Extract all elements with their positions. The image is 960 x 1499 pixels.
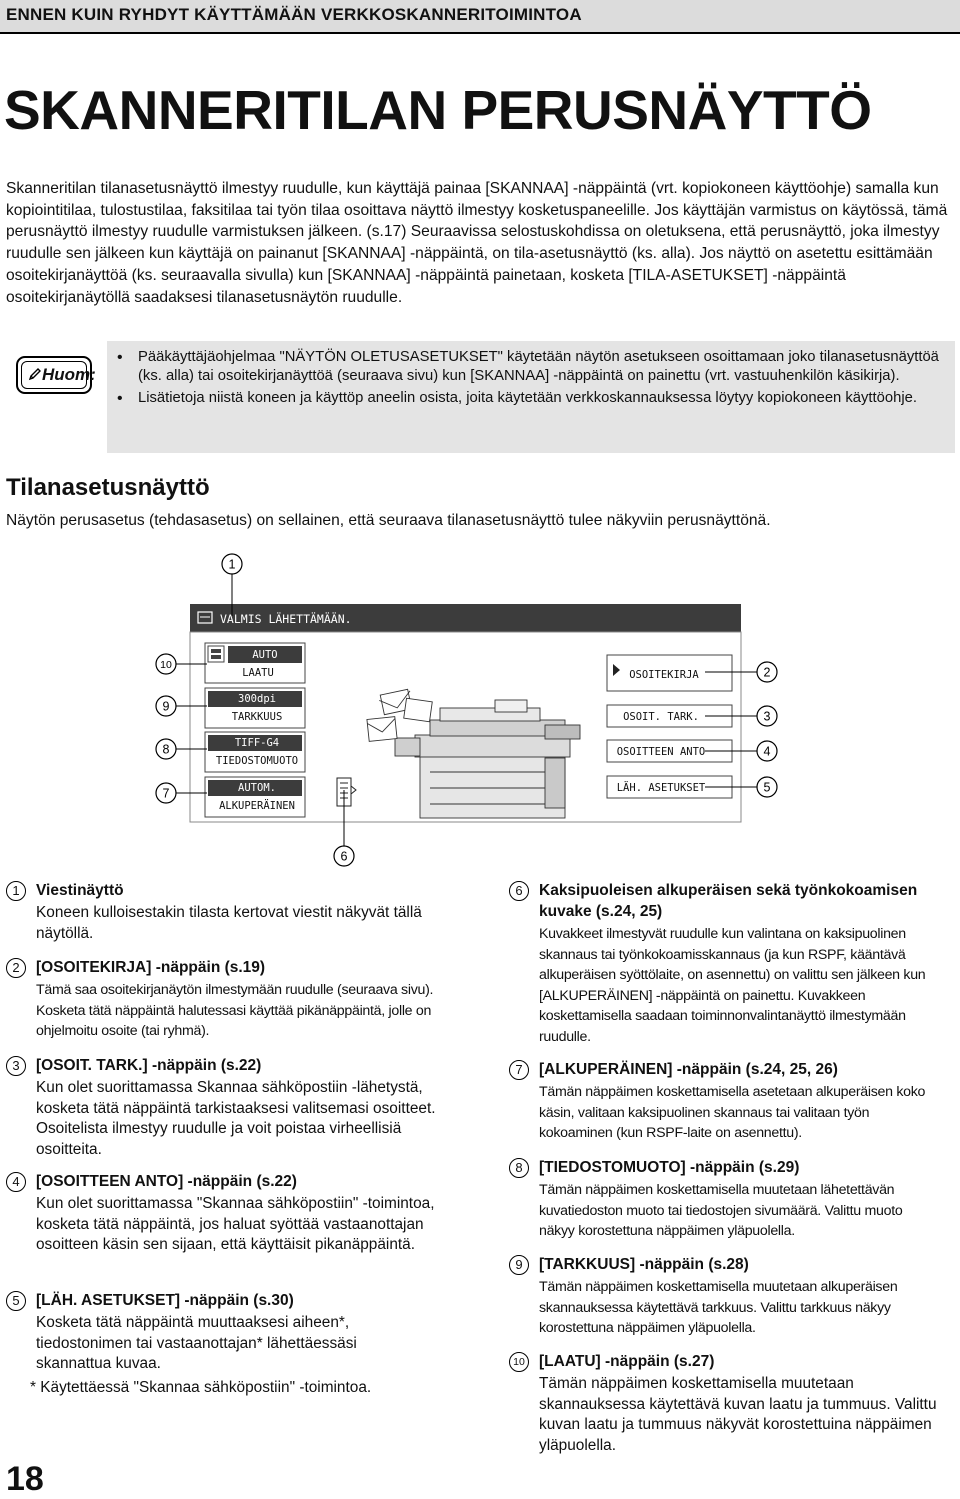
- callout-9: 9: [162, 699, 170, 714]
- callout-3: 3: [763, 709, 771, 724]
- running-header: ENNEN KUIN RYHDYT KÄYTTÄMÄÄN VERKKOSKANNERITOIMINTOA: [6, 5, 582, 24]
- callout-6: 6: [340, 849, 348, 864]
- item-description: Kun olet suorittamassa Skannaa sähköpostiin -lähetystä, kosketa tätä näppäintä tarkistaaksesi valitsemasi osoitteet. Osoitelista ilmestyy ruudulle ja voit poistaa virheellisiä osoitteita.: [36, 1079, 436, 1158]
- item-number: 10: [509, 1352, 529, 1372]
- intro-paragraph: Skanneritilan tilanasetusnäyttö ilmestyy ruudulle, kun käyttäjä painaa [SKANNAA] -näppäintä (vrt. kopiokoneen käyttöohje) samalla kun kopiointitilaa, tulostustilaa, faksitilaa tai työn tilaa osoittava näyttö ilmestyy kosketuspaneelille. Jos käyttäjän varmistus on käytössä, tämä perusnäyttö ilmestyy ruudulle varmistuksen jälkeen. (s.17) Seuraavissa selostuskohdissa on oletuksena, että perusnäyttö, joka ilmestyy ruudulle sen jälkeen kun käyttäjä on painanut [SKANNAA] -näppäintä, on tila-asetusnäyttö (ks. alla). Jos näyttö on asetettu esittämään osoitekirjanäyttöä (ks. seuraavalla sivulla) kun [SKANNAA] -näppäintä painetaan, kosketa [TILA-ASETUKSET] -näppäintä osoitekirjanäytöllä saadaksesi tilanasetusnäytön ruudulle.: [6, 180, 948, 306]
- callout-10: 10: [160, 659, 172, 671]
- note-item: • Pääkäyttäjäohjelmaa "NÄYTÖN OLETUSASETUKSET" käytetään näytön asetukseen osoittamaan joko tilanasetusnäyttöä (ks. alla) tai osoitekirjanäyttöä (seuraava sivu) kun [SKANNAA] -näppäintä on painettu (vrt. vastuuhenkilön käsikirja).: [117, 348, 947, 386]
- item-footnote: * Käytettäessä "Skannaa sähköpostiin" -toimintoa.: [30, 1378, 372, 1396]
- pencil-icon: [28, 367, 42, 381]
- address-review-key-label: OSOIT. TARK.: [623, 711, 699, 723]
- description-item-10: [509, 1351, 939, 1456]
- callout-5: 5: [763, 780, 771, 795]
- item-description: Tämän näppäimen koskettamisella asetetaan alkuperäisen koko käsin, valitaan kaksipuolinen skannaus tai valitaan työn kokoaminen (kun RSPF-laite on asennettu).: [539, 1084, 926, 1141]
- description-item-1: [6, 880, 436, 944]
- section-heading: Tilanasetusnäyttö: [6, 474, 210, 501]
- page-title: SKANNERITILAN PERUSNÄYTTÖ: [4, 79, 872, 141]
- item-heading: Kaksipuoleisen alkuperäisen sekä työnkokoamisen kuvake (s.24, 25): [539, 882, 918, 920]
- item-number: 5: [6, 1291, 26, 1311]
- callout-4: 4: [763, 744, 771, 759]
- touch-panel-diagram: [0, 550, 960, 872]
- callout-8: 8: [162, 742, 170, 757]
- description-item-4: [6, 1171, 436, 1256]
- resolution-label: TARKKUUS: [231, 711, 283, 723]
- item-number: 3: [6, 1056, 26, 1076]
- item-description: Kun olet suorittamassa "Skannaa sähköpostiin" -toimintoa, kosketa tätä näppäintä, jos haluat syöttää vastaanottajan osoitteen käsin sen sijaan, että käyttäisit pikanäppäintä.: [36, 1195, 435, 1253]
- item-number: 2: [6, 958, 26, 978]
- item-number: 7: [509, 1060, 529, 1080]
- item-number: 4: [6, 1172, 26, 1192]
- description-item-3: [6, 1055, 436, 1160]
- item-description: Kosketa tätä näppäintä muuttaaksesi aiheen*, tiedostonimen tai vastaanottajan* lähettäessäsi skannattua kuvaa.: [36, 1314, 357, 1372]
- item-heading: [OSOITEKIRJA] -näppäin (s.19): [36, 959, 266, 976]
- description-item-2: [6, 957, 436, 1042]
- item-description: Koneen kulloisestakin tilasta kertovat viestit näkyvät tällä näytöllä.: [36, 904, 422, 942]
- item-heading: [TIEDOSTOMUOTO] -näppäin (s.29): [539, 1159, 800, 1176]
- format-label: TIEDOSTOMUOTO: [215, 755, 299, 767]
- send-settings-key-label: LÄH. ASETUKSET: [616, 782, 706, 794]
- callout-7: 7: [162, 786, 170, 801]
- item-heading: [OSOITTEEN ANTO] -näppäin (s.22): [36, 1173, 297, 1190]
- item-description: Tämän näppäimen koskettamisella muutetaan alkuperäisen skannauksessa käytettävä tarkkuus. Valittu tarkkuus näkyy korostettuna näppäimen yläpuolella.: [539, 1279, 898, 1336]
- right-keys: [607, 655, 732, 798]
- item-description: Tämä saa osoitekirjanäytön ilmestymään ruudulle (seuraava sivu). Kosketa tätä näppäintä halutessasi käyttää pikänäppäintä, jolle on ohjelmoitu osoite (tai ryhmä).: [36, 982, 434, 1039]
- item-description: Kuvakkeet ilmestyvät ruudulle kun valintana on kaksipuolinen skannaus tai työnkokoamisskannaus (ja kun RSPF, kääntävä alkuperäisen syöttölaite, on asennettu) on valittu sen jälkeen kun [ALKUPERÄINEN] -näppäintä on painettu. Kuvakkeen koskettamisella saadaan toiminnonvalintanäyttö ilmestymään ruudulle.: [539, 926, 926, 1045]
- item-description: Tämän näppäimen koskettamisella muutetaan skannauksessa käytettävä kuvan laatu ja tummuus. Valittu kuvan laatu ja tummuus näkyvät korostettuina näppäimen yläpuolella.: [539, 1375, 937, 1454]
- page-number: 18: [6, 1460, 44, 1498]
- item-heading: [OSOIT. TARK.] -näppäin (s.22): [36, 1057, 262, 1074]
- message-text: VALMIS LÄHETTÄMÄÄN.: [220, 612, 352, 626]
- callout-2: 2: [763, 665, 771, 680]
- item-number: 9: [509, 1255, 529, 1275]
- description-item-7: [509, 1059, 939, 1144]
- description-item-6: [509, 880, 939, 1047]
- description-item-8: [509, 1157, 939, 1242]
- item-number: 1: [6, 881, 26, 901]
- item-number: 8: [509, 1158, 529, 1178]
- item-heading: [ALKUPERÄINEN] -näppäin (s.24, 25, 26): [539, 1061, 838, 1078]
- item-description: Tämän näppäimen koskettamisella muutetaan lähetettävän kuvatiedoston muoto tai tiedostojen sivumäärä. Valittu muoto näkyy korostettuna näppäimen yläpuolella.: [539, 1182, 903, 1239]
- note-badge-label: Huom:: [21, 361, 87, 389]
- description-item-9: [509, 1254, 939, 1339]
- item-heading: [TARKKUUS] -näppäin (s.28): [539, 1256, 749, 1273]
- item-number: 6: [509, 881, 529, 901]
- addressbook-key-label: OSOITEKIRJA: [629, 669, 699, 681]
- address-entry-key-label: OSOITTEEN ANTO: [616, 746, 706, 758]
- note-badge: [16, 356, 96, 394]
- item-heading: [LÄH. ASETUKSET] -näppäin (s.30): [36, 1292, 294, 1309]
- item-heading: [LAATU] -näppäin (s.27): [539, 1353, 715, 1370]
- section-text: Näytön perusasetus (tehdasasetus) on sellainen, että seuraava tilanasetusnäyttö tulee näkyviin perusnäyttönä.: [6, 512, 771, 529]
- original-value: AUTOM.: [238, 782, 276, 794]
- callout-1: 1: [228, 557, 236, 572]
- note-item: • Lisätietoja niistä koneen ja käyttöp aneelin osista, joita käytetään verkkoskannauksessa löytyy kopiokoneen käyttöohje.: [117, 389, 947, 408]
- quality-value: AUTO: [252, 649, 278, 661]
- format-value: TIFF-G4: [234, 737, 280, 749]
- quality-label: LAATU: [242, 667, 274, 679]
- item-heading: Viestinäyttö: [36, 882, 124, 899]
- note-list: [117, 348, 947, 411]
- resolution-value: 300dpi: [238, 693, 276, 705]
- original-label: ALKUPERÄINEN: [219, 800, 295, 812]
- description-item-5: [6, 1290, 436, 1398]
